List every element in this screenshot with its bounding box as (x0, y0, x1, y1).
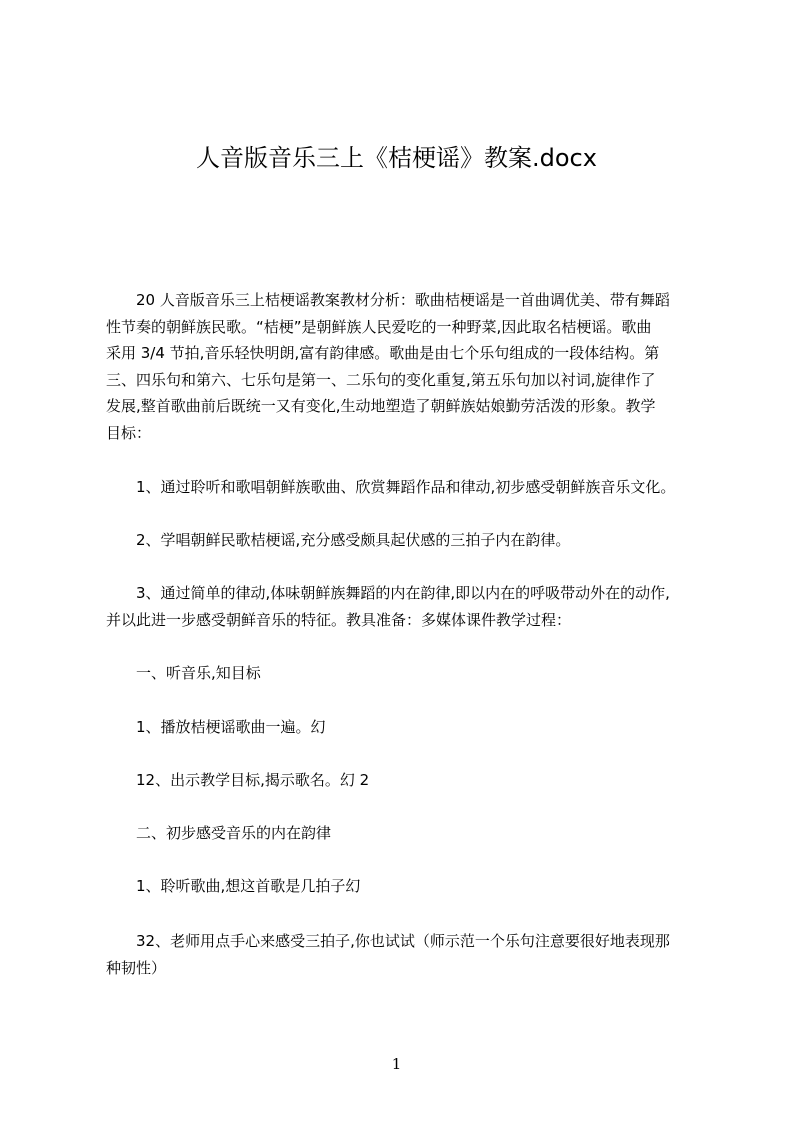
intro-line: 性节奏的朝鲜族民歌。“桔梗”是朝鲜族人民爱吃的一种野菜,因此取名桔梗谣。歌曲 (106, 317, 652, 336)
step-2-1-text: 1、聆听歌曲,想这首歌是几拍子幻 (136, 877, 361, 895)
goal-2-paragraph (106, 527, 716, 554)
intro-line: 20 人音版音乐三上桔梗谣教案教材分析：歌曲桔梗谣是一首曲调优美、带有舞蹈 (136, 291, 670, 309)
step-2-2-text-line2: 种韧性） (106, 958, 167, 977)
section-2-heading (106, 820, 716, 847)
step-1-2-text: 12、出示教学目标,揭示歌名。幻 2 (136, 771, 370, 789)
intro-paragraph (106, 287, 706, 446)
intro-line: 采用 3/4 节拍,音乐轻快明朗,富有韵律感。歌曲是由七个乐句组成的一段体结构。第 (106, 344, 660, 362)
step-2-2-text-line1: 32、老师用点手心来感受三拍子,你也试试（师示范一个乐句注意要很好地表现那 (136, 932, 670, 950)
section-1-text: 一、听音乐,知目标 (136, 664, 261, 682)
step-1-1-paragraph (106, 714, 716, 741)
step-1-1-text: 1、播放桔梗谣歌曲一遍。幻 (136, 718, 326, 736)
step-2-2-paragraph (106, 928, 716, 981)
intro-line: 目标： (106, 423, 152, 442)
intro-line: 三、四乐句和第六、七乐句是第一、二乐句的变化重复,第五乐句加以衬词,旋律作了 (106, 370, 656, 389)
step-2-1-paragraph (106, 873, 716, 900)
intro-line: 发展,整首歌曲前后既统一又有变化,生动地塑造了朝鲜族姑娘勤劳活泼的形象。教学 (106, 397, 656, 415)
section-2-text: 二、初步感受音乐的内在韵律 (136, 824, 332, 842)
page-number: 1 (391, 1055, 402, 1073)
document-title: 人音版音乐三上《桔梗谣》教案.docx (196, 144, 597, 172)
goal-3-text-line2: 并以此进一步感受朝鲜音乐的特征。教具准备：多媒体课件教学过程： (106, 610, 572, 629)
goal-1-text: 1、通过聆听和歌唱朝鲜族歌曲、欣赏舞蹈作品和律动,初步感受朝鲜族音乐文化。 (136, 478, 676, 496)
goal-3-paragraph (106, 580, 716, 633)
goal-1-paragraph (106, 474, 716, 501)
step-1-2-paragraph (106, 767, 716, 794)
goal-2-text: 2、学唱朝鲜民歌桔梗谣,充分感受颇具起伏感的三拍子内在韵律。 (136, 531, 571, 549)
section-1-heading (106, 660, 716, 687)
goal-3-text-line1: 3、通过简单的律动,体味朝鲜族舞蹈的内在韵律,即以内在的呼吸带动外在的动作, (136, 584, 670, 602)
